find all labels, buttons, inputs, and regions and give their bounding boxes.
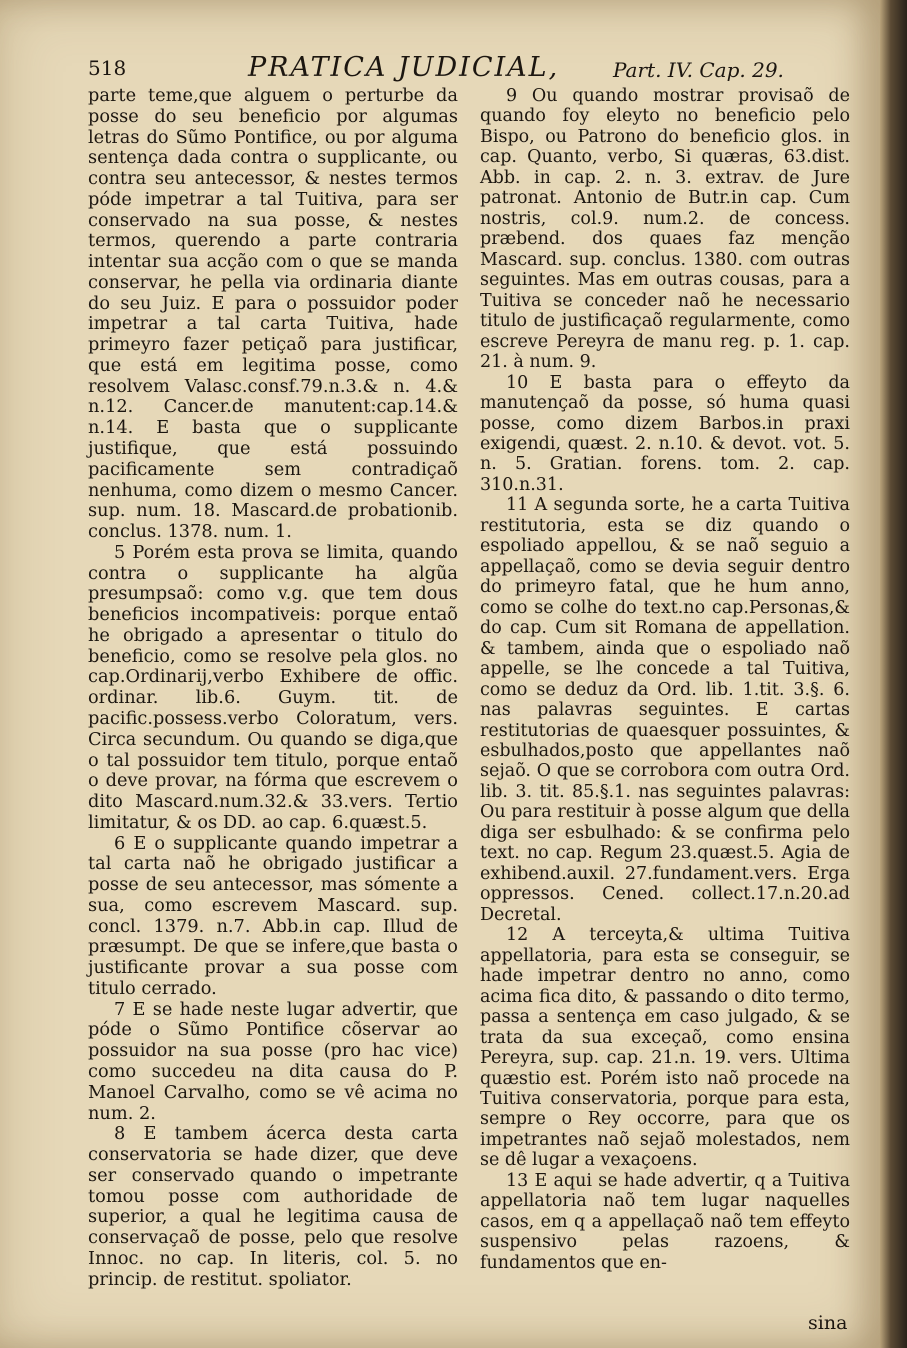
running-title: PRATICA JUDICIAL, [248, 52, 560, 83]
part-chapter: Part. IV. Cap. 29. [613, 58, 784, 82]
paragraph-7: 7 E se hade neste lugar advertir, que póde o Sũmo Pontifice cõservar ao possuidor na sua posse (pro hac vice) como succedeu na dita causa do P. Manoel Carvalho, como se vê acima no num. 2. [88, 999, 458, 1124]
page-number: 518 [88, 56, 127, 80]
left-column [88, 86, 458, 1290]
paragraph-6: 6 E o supplicante quando impetrar a tal carta naõ he obrigado justificar a posse de seu antecessor, mas sómente a sua, como escrevem Mascard. sup. concl. 1379. n.7. Abb.in cap. Illud de præsumpt. De que se infere,que basta o justificante provar a sua posse com titulo cerrado. [88, 833, 458, 999]
paragraph-9: 9 Ou quando mostrar provisaõ de quando foy eleyto no beneficio pelo Bispo, ou Patrono do beneficio glos. in cap. Quanto, verbo, Si quæras, 63.dist. Abb. in cap. 2. n. 3. extrav. de Jure patronat. Antonio de Butr.in cap. Cum nostris, col.9. num.2. de concess. præbend. dos quaes faz menção Mascard. sup. conclus. 1380. com outras seguintes. Mas em outras cousas, para a Tuitiva se conceder naõ he necessario titulo de justificaçaõ regularmente, como escreve Pereyra de manu reg. p. 1. cap. 21. à num. 9. [480, 86, 850, 373]
catchword: sina [808, 1312, 848, 1334]
paragraph-10: 10 E basta para o effeyto da manutençaõ da posse, só huma quasi posse, como dizem Barbos.in praxi exigendi, quæst. 2. n.10. & devot. vot. 5. n. 5. Gratian. forens. tom. 2. cap. 310.n.31. [480, 372, 850, 495]
book-edge [880, 0, 907, 1348]
running-header [88, 52, 784, 86]
paragraph-12: 12 A terceyta,& ultima Tuitiva appellatoria, para esta se conseguir, se hade impetrar dentro no anno, como acima fica dito, & passando o dito termo, passa a sentença em caso julgado, & se trata da sua exceçaõ, como ensina Pereyra, sup. cap. 21.n. 19. vers. Ultima quæstio est. Porém isto naõ procede na Tuitiva conservatoria, porque para esta, sempre o Rey occorre, para que os impetrantes naõ sejaõ molestados, nem se dê lugar a vexaçoens. [480, 925, 850, 1171]
paragraph-continued: parte teme,que alguem o perturbe da posse do seu beneficio por algumas letras do Sũmo Pontifice, ou por alguma sentença dada contra o supplicante, ou contra seu antecessor, & nestes termos póde impetrar a tal Tuitiva, para ser conservado na sua posse, & nestes termos, querendo a parte contraria intentar sua acção com o que se manda conservar, he pella via ordinaria diante do seu Juiz. E para o possuidor poder impetrar a tal carta Tuitiva, hade primeyro fazer petiçaõ para justificar, que está em legitima posse, como resolvem Valasc.consf.79.n.3.& n. 4.& n.12. Cancer.de manutent:cap.14.& n.14. E basta que o supplicante justifique, que está possuindo pacificamente sem contradiçaõ nenhuma, como dizem o mesmo Cancer. sup. num. 18. Mascard.de probationib. conclus. 1378. num. 1. [88, 86, 458, 543]
paragraph-13: 13 E aqui se hade advertir, q a Tuitiva appellatoria naõ tem lugar naquelles casos, em q a appellaçaõ naõ tem effeyto suspensivo pelas razoens, & fundamentos que en- [480, 1170, 850, 1273]
paragraph-11: 11 A segunda sorte, he a carta Tuitiva restitutoria, esta se diz quando o espoliado appellou, & se naõ seguio a appellaçaõ, como se devia seguir dentro do primeyro fatal, que he hum anno, como se colhe do text.no cap.Personas,& do cap. Cum sit Romana de appellation. & tambem, ainda que o espoliado naõ appelle, se lhe concede a tal Tuitiva, como se deduz da Ord. lib. 1.tit. 3.§. 6. nas palavras seguintes. E cartas restitutorias de quaesquer possuintes, & esbulhados,posto que appellantes naõ sejaõ. O que se corrobora com outra Ord. lib. 3. tit. 85.§.1. nas seguintes palavras: Ou para restituir à posse algum que della diga ser esbulhado: & se confirma pelo text. no cap. Regum 23.quæst.5. Agia de exhibend.auxil. 27.fundament.vers. Erga oppressos. Cened. collect.17.n.20.ad Decretal. [480, 495, 850, 925]
right-column [480, 86, 850, 1273]
paragraph-5: 5 Porém esta prova se limita, quando contra o supplicante ha algũa presumpsaõ: como v.g. que tem dous beneficios incompativeis: porque entaõ he obrigado a apresentar o titulo do beneficio, como se resolve pela glos. no cap.Ordinarij,verbo Exhibere de offic. ordinar. lib.6. Guym. tit. de pacific.possess.verbo Coloratum, vers. Circa secundum. Ou quando se diga,que o tal possuidor tem titulo, porque entaõ o deve provar, na fórma que escrevem o dito Mascard.num.32.& 33.vers. Tertio limitatur, & os DD. ao cap. 6.quæst.5. [88, 542, 458, 833]
paragraph-8: 8 E tambem ácerca desta carta conservatoria se hade dizer, que deve ser conservado quando o impetrante tomou posse com authoridade de superior, a qual he legitima causa de conservaçaõ de posse, pelo que resolve Innoc. no cap. In literis, col. 5. no princip. de restitut. spoliator. [88, 1124, 458, 1290]
